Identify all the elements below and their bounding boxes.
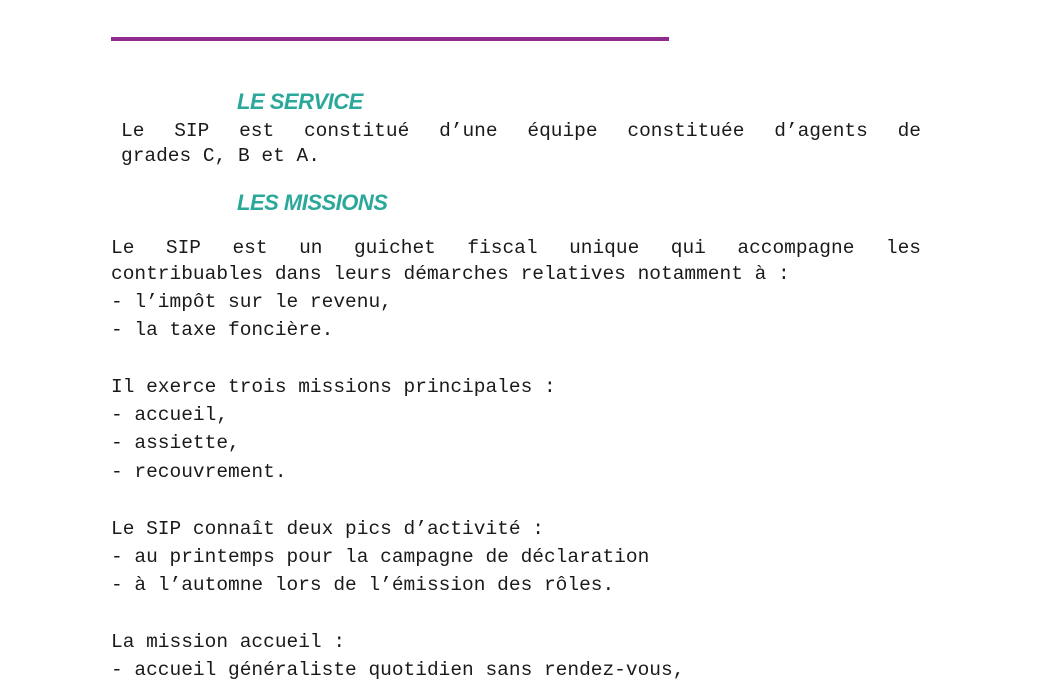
service-paragraph-line-1 bbox=[121, 122, 921, 142]
word: guichet bbox=[353, 237, 436, 259]
word: d’une bbox=[439, 120, 498, 142]
word: équipe bbox=[527, 120, 598, 142]
section-divider bbox=[111, 37, 669, 41]
word: constituée bbox=[627, 120, 745, 142]
principal-missions-intro: Il exerce trois missions principales : bbox=[111, 376, 556, 398]
activity-peak-item: - au printemps pour la campagne de déclaration bbox=[111, 546, 650, 568]
word: qui bbox=[670, 237, 706, 259]
word: accompagne bbox=[737, 237, 855, 259]
word: est bbox=[239, 120, 275, 142]
word: SIP bbox=[174, 120, 210, 142]
word: est bbox=[232, 237, 268, 259]
word: d’agents bbox=[774, 120, 868, 142]
word: Le bbox=[111, 237, 135, 259]
word: Le bbox=[121, 120, 145, 142]
topic-item: - la taxe foncière. bbox=[111, 319, 334, 341]
activity-peak-item: - à l’automne lors de l’émission des rôles. bbox=[111, 574, 615, 596]
word: unique bbox=[569, 237, 640, 259]
principal-mission-item: - assiette, bbox=[111, 432, 240, 454]
word: un bbox=[299, 237, 323, 259]
word: de bbox=[897, 120, 921, 142]
word: fiscal bbox=[467, 237, 538, 259]
topic-item: - l’impôt sur le revenu, bbox=[111, 291, 392, 313]
accueil-mission-item: - accueil généraliste quotidien sans rendez-vous, bbox=[111, 659, 685, 681]
word: les bbox=[885, 237, 921, 259]
word: constitué bbox=[303, 120, 410, 142]
service-paragraph-line-2: grades C, B et A. bbox=[121, 145, 320, 167]
word: SIP bbox=[165, 237, 201, 259]
missions-intro-line-2: contribuables dans leurs démarches relatives notamment à : bbox=[111, 263, 790, 285]
heading-les-missions: LES MISSIONS bbox=[237, 190, 388, 215]
principal-mission-item: - recouvrement. bbox=[111, 461, 287, 483]
missions-intro-line-1 bbox=[111, 239, 921, 259]
principal-mission-item: - accueil, bbox=[111, 404, 229, 426]
heading-le-service: LE SERVICE bbox=[237, 89, 363, 114]
accueil-mission-intro: La mission accueil : bbox=[111, 631, 346, 653]
activity-peaks-intro: Le SIP connaît deux pics d’activité : bbox=[111, 518, 544, 540]
